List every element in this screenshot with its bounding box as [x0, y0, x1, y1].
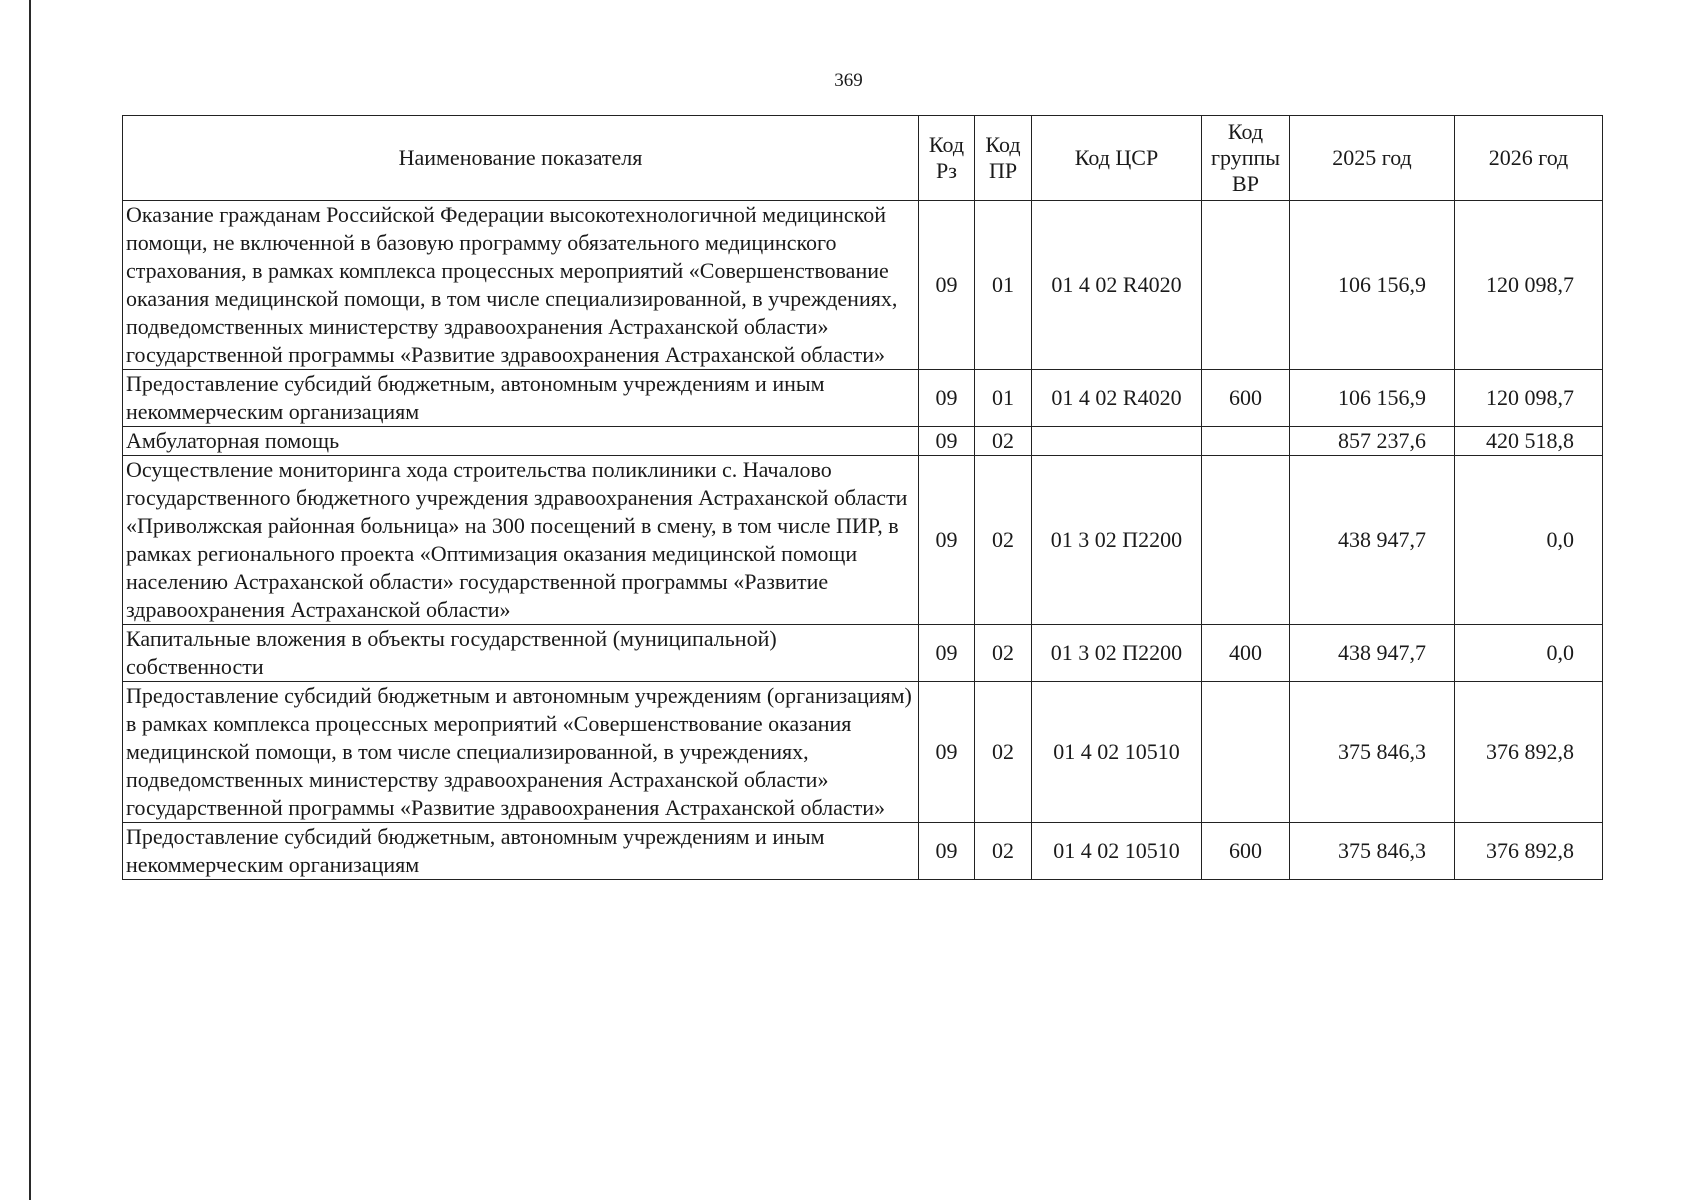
header-vr: Код группы ВР — [1202, 116, 1290, 201]
cell-2025: 438 947,7 — [1290, 625, 1455, 682]
cell-pr: 01 — [975, 201, 1032, 370]
table-row — [123, 427, 1603, 456]
cell-csr: 01 3 02 П2200 — [1032, 456, 1202, 625]
cell-2026: 376 892,8 — [1455, 682, 1603, 823]
cell-2025: 857 237,6 — [1290, 427, 1455, 456]
cell-name: Капитальные вложения в объекты государственной (муниципальной) собственности — [123, 625, 919, 682]
cell-vr: 600 — [1202, 370, 1290, 427]
cell-pr: 02 — [975, 427, 1032, 456]
header-2026: 2026 год — [1455, 116, 1603, 201]
cell-csr — [1032, 427, 1202, 456]
header-pr: Код ПР — [975, 116, 1032, 201]
table-row — [123, 823, 1603, 880]
cell-name: Предоставление субсидий бюджетным, автономным учреждениям и иным некоммерческим организациям — [123, 370, 919, 427]
cell-pr: 01 — [975, 370, 1032, 427]
cell-2025: 106 156,9 — [1290, 201, 1455, 370]
cell-2025: 375 846,3 — [1290, 682, 1455, 823]
cell-2025: 106 156,9 — [1290, 370, 1455, 427]
page-margin-rule — [29, 0, 31, 1200]
budget-table — [122, 115, 1603, 880]
cell-vr: 600 — [1202, 823, 1290, 880]
cell-csr: 01 3 02 П2200 — [1032, 625, 1202, 682]
cell-rz: 09 — [919, 427, 975, 456]
cell-rz: 09 — [919, 201, 975, 370]
cell-pr: 02 — [975, 456, 1032, 625]
cell-2025: 375 846,3 — [1290, 823, 1455, 880]
cell-vr: 400 — [1202, 625, 1290, 682]
table-row — [123, 456, 1603, 625]
cell-rz: 09 — [919, 823, 975, 880]
cell-csr: 01 4 02 R4020 — [1032, 370, 1202, 427]
table-header-row — [123, 116, 1603, 201]
page-number: 369 — [834, 70, 863, 91]
cell-csr: 01 4 02 R4020 — [1032, 201, 1202, 370]
cell-name: Амбулаторная помощь — [123, 427, 919, 456]
cell-vr — [1202, 201, 1290, 370]
cell-name: Предоставление субсидий бюджетным, автономным учреждениям и иным некоммерческим организациям — [123, 823, 919, 880]
cell-vr — [1202, 682, 1290, 823]
cell-rz: 09 — [919, 370, 975, 427]
cell-name: Предоставление субсидий бюджетным и автономным учреждениям (организациям) в рамках комплекса процессных мероприятий «Совершенствование оказания медицинской помощи, в том числе специализированной, в учреждениях, подведомственных министерству здравоохранения Астраханской области» государственной программы «Развитие здравоохранения Астраханской области» — [123, 682, 919, 823]
cell-2026: 0,0 — [1455, 456, 1603, 625]
cell-rz: 09 — [919, 456, 975, 625]
cell-vr — [1202, 427, 1290, 456]
table-row — [123, 201, 1603, 370]
cell-pr: 02 — [975, 682, 1032, 823]
cell-2026: 0,0 — [1455, 625, 1603, 682]
table-row — [123, 370, 1603, 427]
table-row — [123, 625, 1603, 682]
cell-2026: 120 098,7 — [1455, 201, 1603, 370]
header-rz: Код Рз — [919, 116, 975, 201]
cell-rz: 09 — [919, 625, 975, 682]
cell-2026: 120 098,7 — [1455, 370, 1603, 427]
cell-pr: 02 — [975, 823, 1032, 880]
cell-rz: 09 — [919, 682, 975, 823]
cell-csr: 01 4 02 10510 — [1032, 823, 1202, 880]
cell-2025: 438 947,7 — [1290, 456, 1455, 625]
cell-name: Оказание гражданам Российской Федерации высокотехнологичной медицинской помощи, не включенной в базовую программу обязательного медицинского страхования, в рамках комплекса процессных мероприятий «Совершенствование оказания медицинской помощи, в том числе специализированной, в учреждениях, подведомственных министерству здравоохранения Астраханской области» государственной программы «Развитие здравоохранения Астраханской области» — [123, 201, 919, 370]
cell-2026: 420 518,8 — [1455, 427, 1603, 456]
header-name: Наименование показателя — [123, 116, 919, 201]
cell-pr: 02 — [975, 625, 1032, 682]
cell-name: Осуществление мониторинга хода строительства поликлиники с. Началово государственного бюджетного учреждения здравоохранения Астраханской области «Приволжская районная больница» на 300 посещений в смену, в том числе ПИР, в рамках регионального проекта «Оптимизация оказания медицинской помощи населению Астраханской области» государственной программы «Развитие здравоохранения Астраханской области» — [123, 456, 919, 625]
table-row — [123, 682, 1603, 823]
header-2025: 2025 год — [1290, 116, 1455, 201]
header-csr: Код ЦСР — [1032, 116, 1202, 201]
cell-2026: 376 892,8 — [1455, 823, 1603, 880]
cell-vr — [1202, 456, 1290, 625]
cell-csr: 01 4 02 10510 — [1032, 682, 1202, 823]
